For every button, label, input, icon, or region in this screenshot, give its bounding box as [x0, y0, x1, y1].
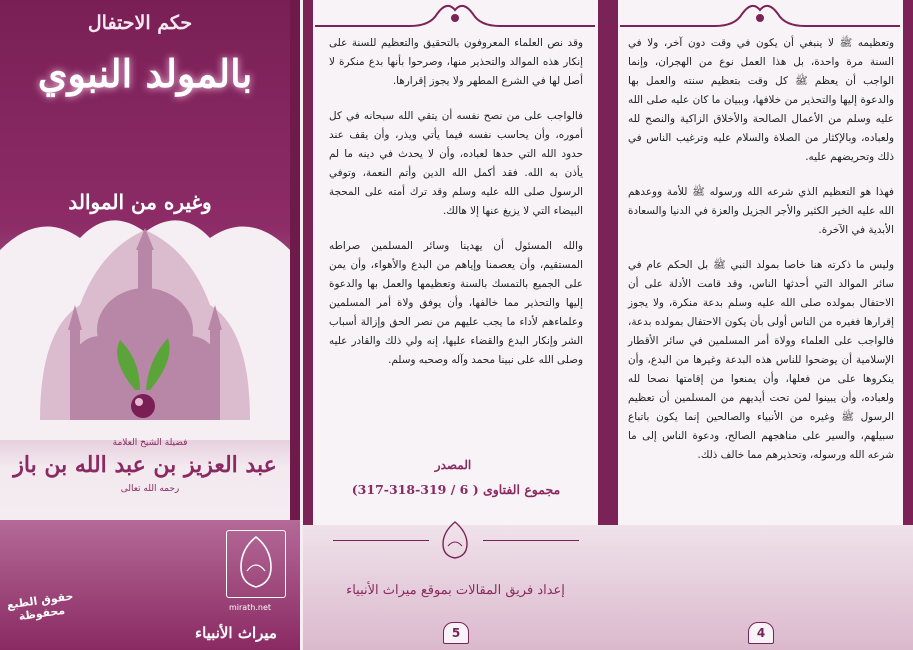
source-label: المصدر: [434, 458, 472, 472]
calligraphy-logo-icon: [435, 518, 475, 562]
paragraph: فهذا هو التعظيم الذي شرعه الله ورسوله ﷺ للأمة ووعدهم الله عليه الخير الكثير والأجر الجزيل والعزة في الدنيا والسعادة الأبدية في الآخرة.: [628, 186, 894, 236]
paragraph: وقد نص العلماء المعروفون بالتحقيق والتعظيم للسنة على إنكار هذه الموالد والتحذير منها، وصرحوا بأنها بدع منكرة لا أصل لها في الشرع المطهر ولا يجوز إقرارها.: [329, 37, 583, 87]
scholar-title-suffix: رحمه الله تعالى: [120, 484, 180, 494]
mosque-illustration: [0, 210, 290, 440]
scholar-name: عبد العزيز بن عبد الله بن باز: [13, 452, 277, 478]
rights-notice: حقوق الطبع محفوظة: [5, 589, 75, 623]
page-4-body: [628, 34, 894, 481]
paragraph: وليس ما ذكرته هنا خاصا بمولد النبي ﷺ بل الحكم عام في سائر الموالد التي أحدثها الناس، وقد قامت الأدلة على أن الاحتفال بمولده صلى الله عليه وسلم بدعة منكرة، ولا يجوز إقرارها فغيره من الناس أولى بأن يكون الاحتفال بمولده بدعة، فالواجب على العلماء وولاة أمر المسلمين في سائر الأقطار الإسلامية أن يوضحوا للناس هذه البدعة وغيرها من البدع، وأن ينكروها على من فعلها، وأن يمنعوا من إقامتها نصحا لله ولعباده، وأن يبينوا لمن تحت أيديهم من المسلمين أن تعظيم الرسول ﷺ وغيره من الأنبياء والصالحين إنما يكون باتباع سبيلهم، والسير على مناهجهم الصالح، ودعوة الناس إلى ما شرعه الله ورسوله، وتحذيرهم مما خالف ذلك.: [628, 259, 894, 461]
page-5-panel: [303, 0, 608, 650]
mirath-logo: [226, 530, 286, 598]
paragraph: فالواجب على من نصح نفسه أن يتقي الله سبحانه في كل أموره، وأن يحاسب نفسه فيما يأتي ويذر، وأن يقف عند حدود الله التي حدها لعباده، وأن لا يحدث في دينه ما لم يأذن به الله. فقد أكمل الله الدين وأتم النعمة، وتوفي الرسول صلى الله عليه وسلم وقد ترك أمته على المحجة البيضاء التي لا يزيغ عنها إلا هالك.: [329, 110, 583, 217]
page-5-body: [329, 34, 583, 386]
paragraph: والله المسئول أن يهدينا وسائر المسلمين صراطه المستقيم، وأن يعصمنا وإياهم من البدع والأهواء، وأن يمن على الجميع بالتمسك بالسنة وتعظيمها والعمل بها والدعوة إليها والتحذير مما خالفها، وأن يوفق ولاة أمر المسلمين وعلماءهم لأداء ما يجب عليهم من نصر الحق وإزالة أسباب الشر وإنكار البدع والقضاء عليها، إنه ولي ذلك والقادر عليه وصلى الله على نبينا محمد وآله وصحبه وسلم.: [329, 240, 583, 366]
source-citation: مجموع الفتاوى ( 6 / 319-318-317): [351, 482, 561, 497]
cover-subtitle: حكم الاحتفال: [87, 12, 193, 34]
page-4-panel: [608, 0, 913, 650]
cover-panel: [0, 0, 300, 650]
page-number: 5: [443, 622, 469, 644]
prepared-by: إعداد فريق المقالات بموقع ميراث الأنبياء: [346, 583, 565, 598]
scholar-title-prefix: فضيلة الشيخ العلامة: [112, 438, 188, 448]
brand-name: ميراث الأنبياء: [195, 624, 277, 642]
cover-title: بالمولد النبوي: [37, 51, 253, 96]
divider-right: [483, 540, 579, 541]
page-number: 4: [748, 622, 774, 644]
site-url: mirath.net: [228, 603, 272, 612]
divider-left: [333, 540, 429, 541]
cover-title-2: وغيره من الموالد: [68, 190, 212, 214]
paragraph: وتعظيمه ﷺ لا ينبغي أن يكون في وقت دون آخر، ولا في السنة مرة واحدة، بل هذا العمل نوع من الهجران، وإنما الواجب أن يعظم ﷺ كل وقت بتعظيم سنته والعمل بها والدعوة إليها والتحذير من خلافها، وببيان ما كان عليه صلى الله عليه وسلم من الأعمال الصالحة والأخلاق الزاكية والنصح لله ولعباده، وبالإكثار من الصلاة والسلام عليه وترغيب الناس في ذلك وتحريضهم عليه.: [628, 37, 894, 163]
